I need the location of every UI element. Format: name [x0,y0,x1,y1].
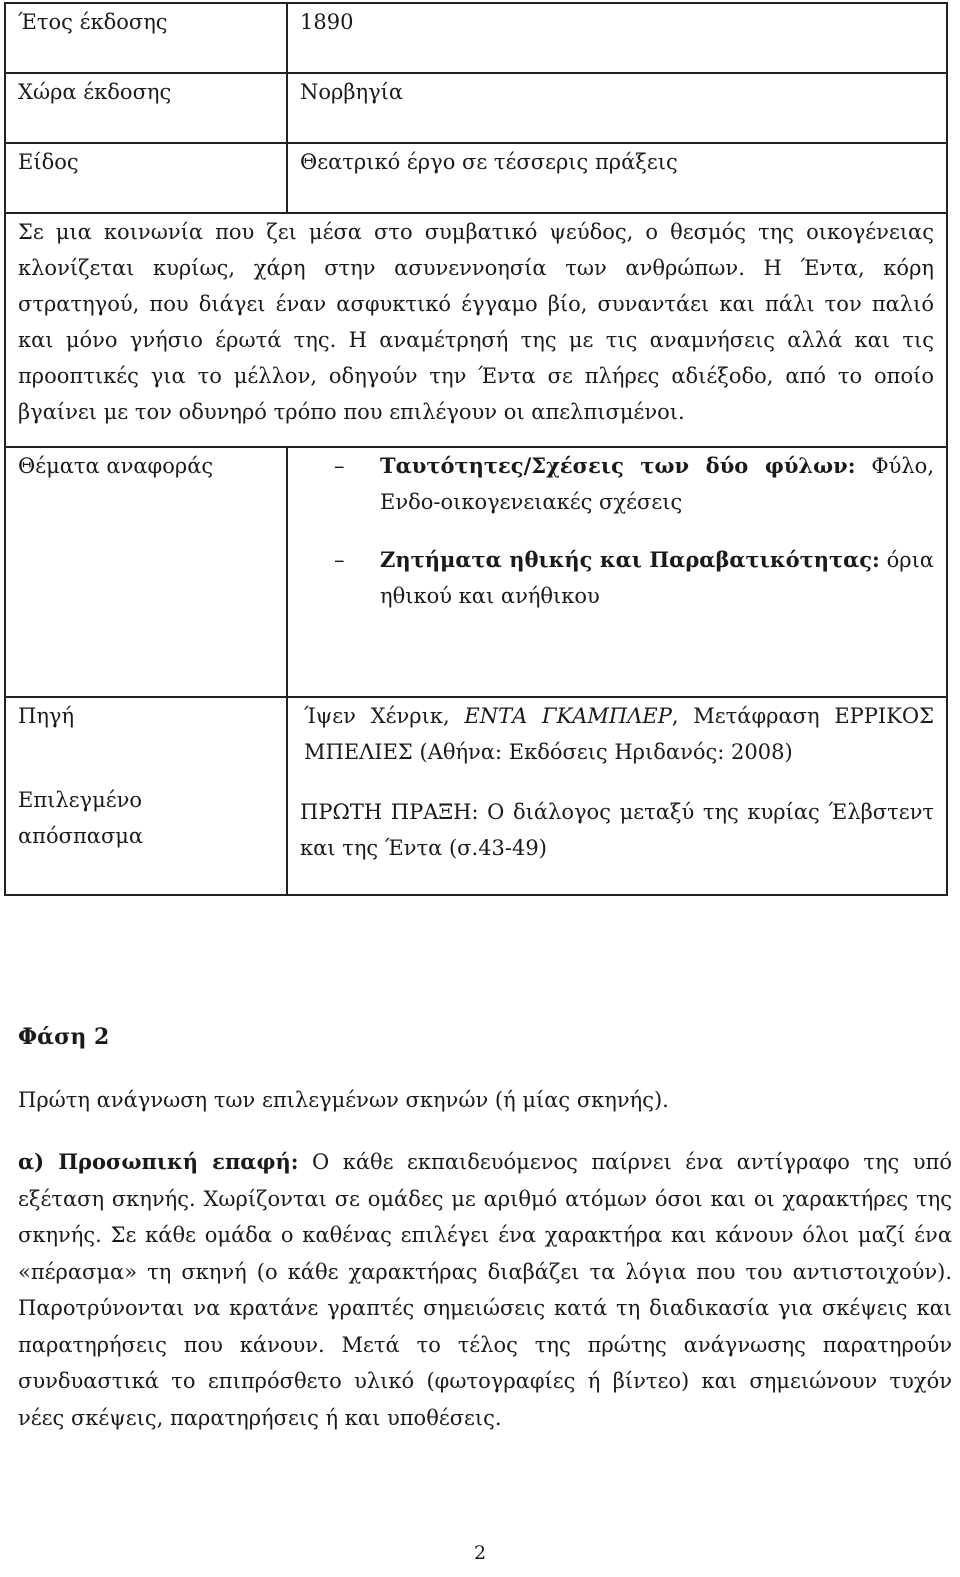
row-summary [5,213,947,447]
source-excerpt-values [287,697,947,895]
row-country [5,73,947,143]
row-source [5,697,947,895]
paragraph-text: Ο κάθε εκπαιδευόμενος παίρνει ένα αντίγραφο της υπό εξέταση σκηνής. Χωρίζονται σε ομάδες με αριθμό ατόμων όσοι και οι χαρακτήρες της σκηνής. Σε κάθε ομάδα ο καθένας επιλέγει ένα χαρακτήρα και κάνουν όλοι μαζί ένα «πέρασμα» τη σκηνή (ο κάθε χαρακτήρας διαβάζει τα λόγια που του αντιστοιχούν). Παροτρύνονται να κρατάνε γραπτές σημειώσεις κατά τη διαδικασία για σκέψεις και παρατηρήσεις που κάνουν. Μετά το τέλος της πρώτης ανάγνωσης παρατηρούν συνδυαστικά το επιπρόσθετο υλικό (φωτογραφίες ή βίντεο) και σημειώνουν τυχόν νέες σκέψεις, παρατηρήσεις ή και υποθέσεις. [18,1150,952,1430]
source-label: Πηγή [18,704,75,728]
phase-title: Φάση 2 [18,1024,110,1050]
topic-heading: Ταυτότητες/Σχέσεις των δύο φύλων: [380,453,856,478]
page-number: 2 [473,1542,487,1564]
summary-text: Σε μια κοινωνία που ζει μέσα στο συμβατικό ψεύδος, ο θεσμός της οικογένειας κλονίζεται κυρίως, χάρη στην ασυνεννοησία των ανθρώπων. Η Έντα, κόρη στρατηγού, που διάγει έναν ασφυκτικό έγγαμο βίο, συναντάει και πάλι τον παλιό και μόνο γνήσιο έρωτά της. Η αναμέτρησή της με τις αναμνήσεις αλλά και τις προοπτικές για το μέλλον, οδηγούν την Έντα σε πλήρες αδιέξοδο, από το οποίο βγαίνει με τον οδυνηρό τρόπο που επιλέγουν οι απελπισμένοι. [5,213,947,447]
topic-text: Φύλο, Ενδο-οικογενειακές σχέσεις [380,454,934,514]
excerpt-label: Επιλεγμένο απόσπασμα [18,788,144,848]
year-label: Έτος έκδοσης [5,3,287,73]
country-label: Χώρα έκδοσης [5,73,287,143]
topic-item [334,542,934,614]
paragraph-heading: α) Προσωπική επαφή: [18,1149,299,1174]
source-excerpt-labels [5,697,287,895]
phase-paragraph [18,1144,952,1436]
genre-value: Θεατρικό έργο σε τέσσερις πράξεις [287,143,947,213]
row-year [5,3,947,73]
source-value [300,698,934,770]
year-value: 1890 [287,3,947,73]
phase-intro: Πρώτη ανάγνωση των επιλεγμένων σκηνών (ή μίας σκηνής). [18,1088,669,1112]
source-author: Ίψεν Χένρικ, [304,704,465,728]
row-topics [5,447,947,697]
book-info-table [4,2,948,896]
topics-cell [287,447,947,697]
source-title: ΕΝΤΑ ΓΚΑΜΠΛΕΡ [464,704,672,728]
source-details: , Μετάφραση ΕΡΡΙΚΟΣ ΜΠΕΛΙΕΣ (Αθήνα: Εκδόσεις Ηριδανός: 2008) [304,704,934,764]
topic-heading: Ζητήματα ηθικής και Παραβατικότητας: [380,547,880,572]
genre-label: Είδος [5,143,287,213]
country-value: Νορβηγία [287,73,947,143]
topic-item [334,448,934,520]
topics-label: Θέματα αναφοράς [5,447,287,697]
excerpt-value: ΠΡΩΤΗ ΠΡΑΞΗ: Ο διάλογος μεταξύ της κυρίας Έλβστεντ και της Έντα (σ.43-49) [300,800,934,860]
row-genre [5,143,947,213]
topic-dash: – [334,454,345,478]
topic-text: όρια ηθικού και ανήθικου [380,548,934,608]
topic-dash: – [334,548,345,572]
